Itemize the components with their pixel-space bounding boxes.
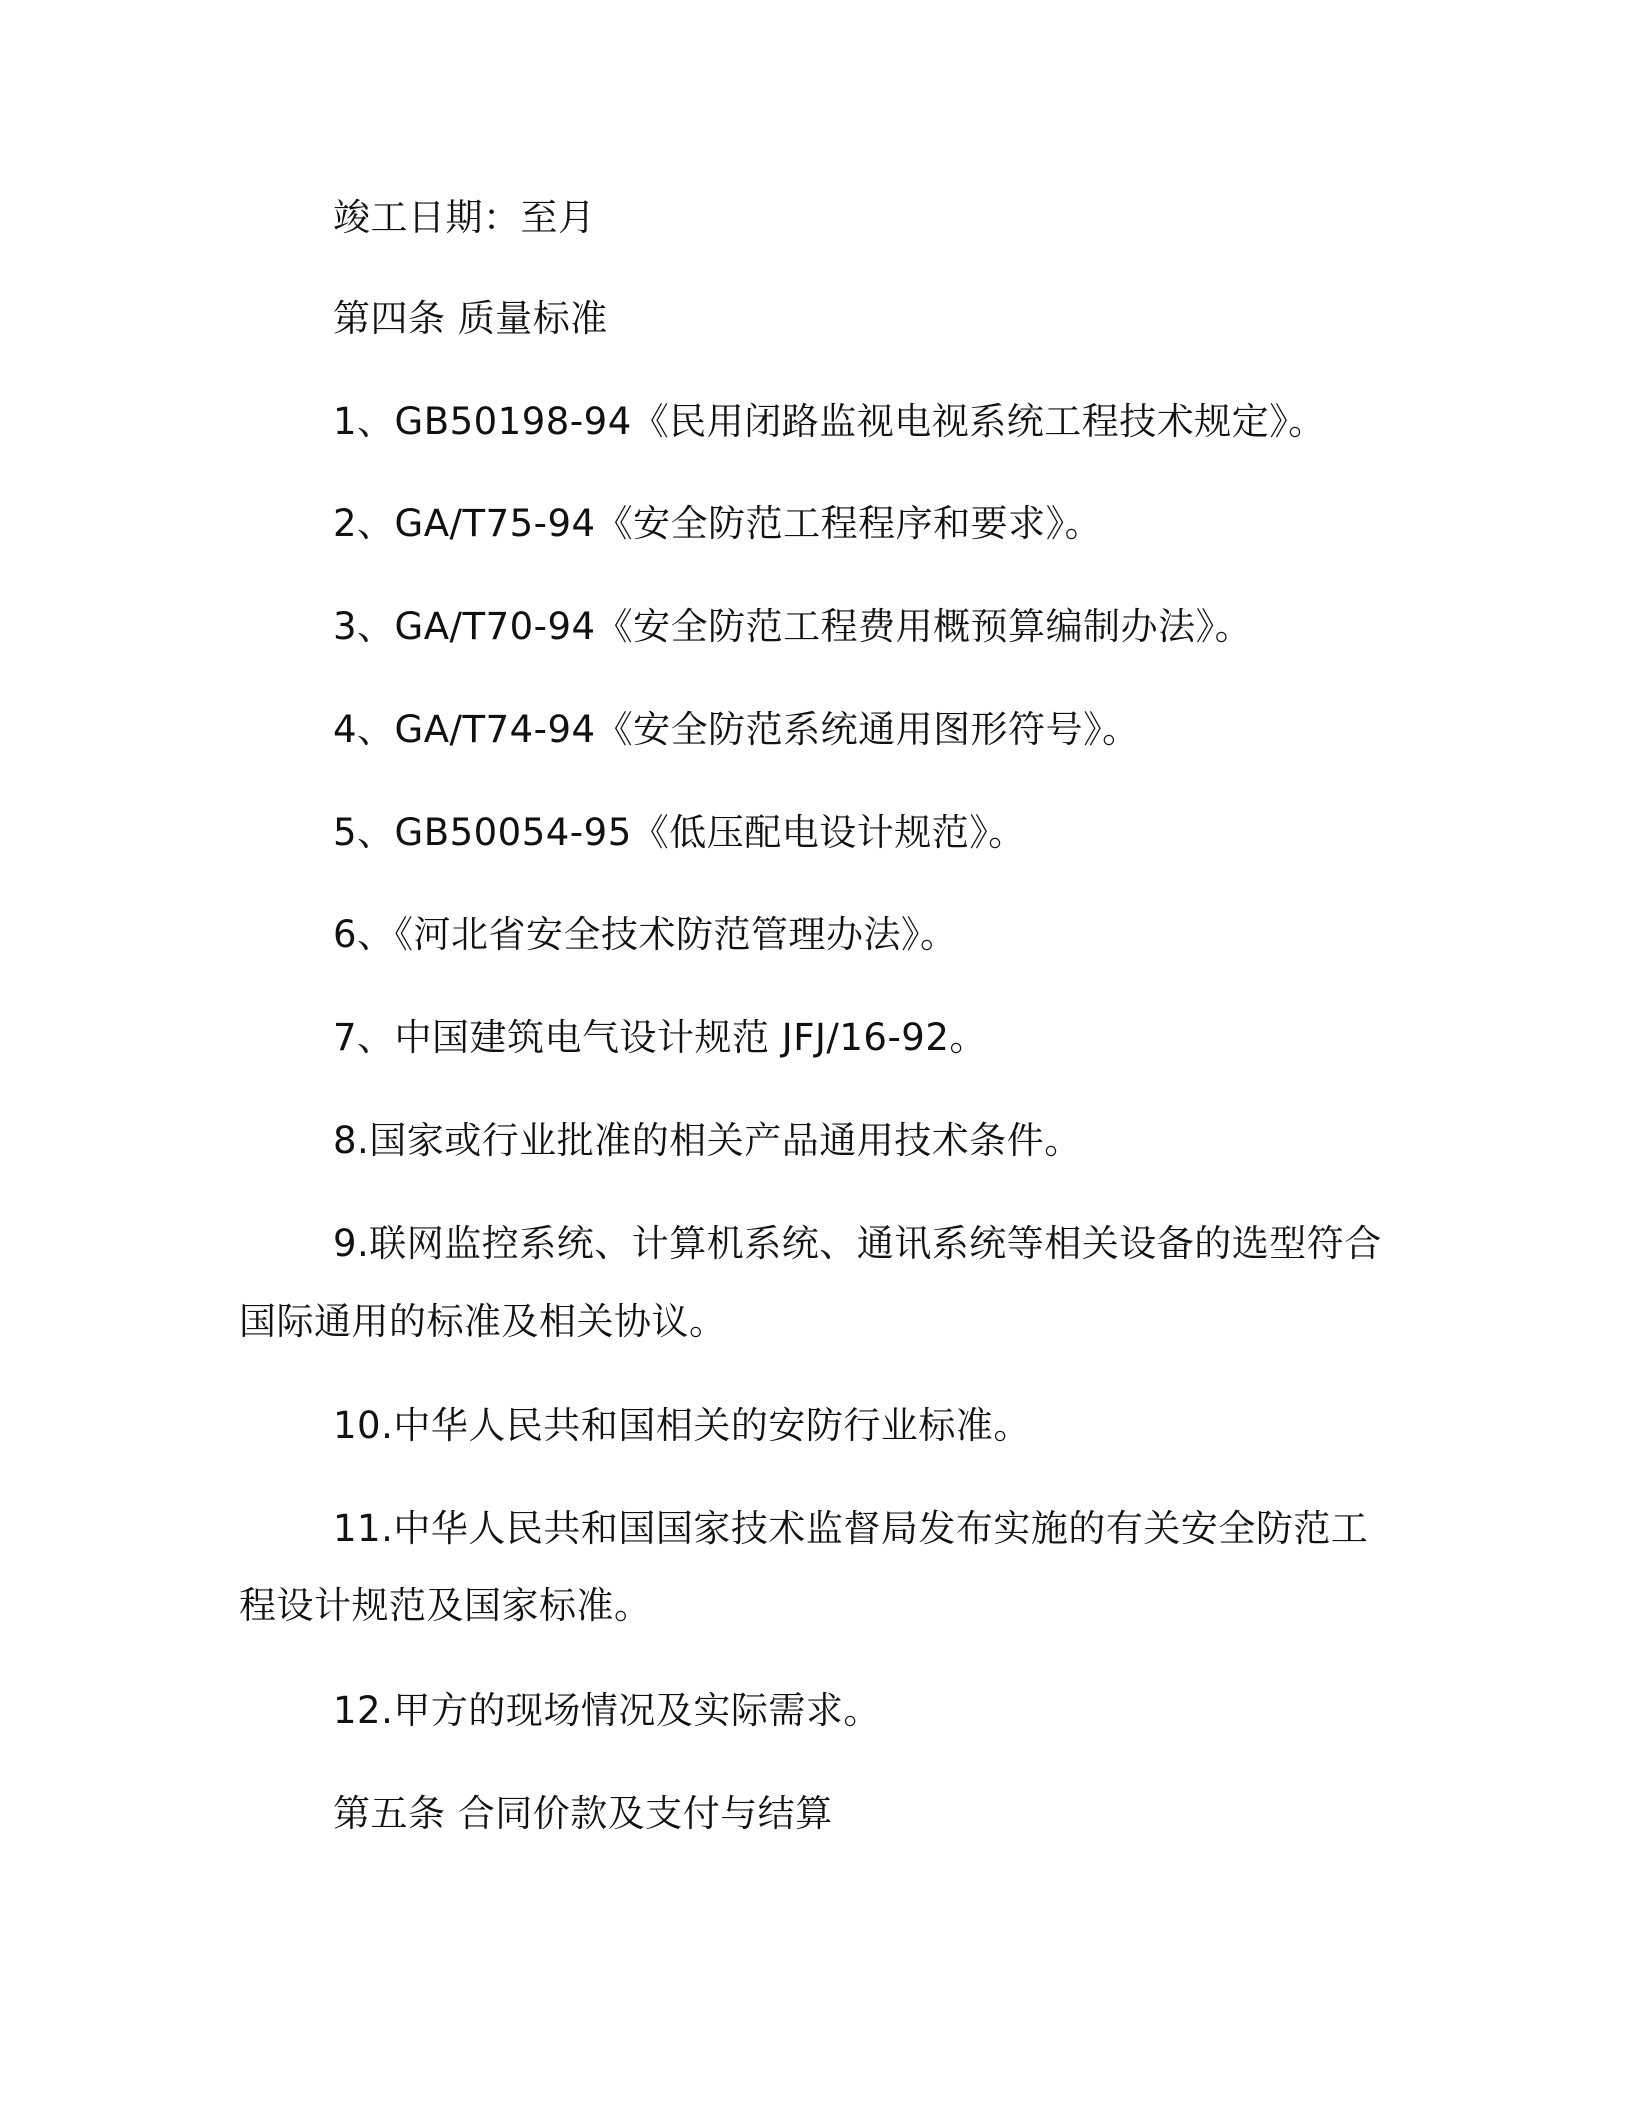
standard-item-3: 3、GA/T70-94《安全防范工程费用概预算编制办法》。	[333, 605, 1253, 648]
standard-item-11-line1: 11.中华人民共和国国家技术监督局发布实施的有关安全防范工	[333, 1507, 1369, 1550]
standard-item-11-line2: 程设计规范及国家标准。	[239, 1584, 652, 1627]
standard-item-2: 2、GA/T75-94《安全防范工程程序和要求》。	[333, 502, 1103, 545]
standard-item-5: 5、GB50054-95《低压配电设计规范》。	[333, 811, 1026, 854]
standard-item-12: 12.甲方的现场情况及实际需求。	[333, 1689, 881, 1732]
standard-item-1: 1、GB50198-94《民用闭路监视电视系统工程技术规定》。	[333, 400, 1326, 443]
completion-date: 竣工日期：至月	[333, 196, 596, 239]
standard-item-9-line2: 国际通用的标准及相关协议。	[239, 1300, 727, 1343]
article-5-heading: 第五条 合同价款及支付与结算	[333, 1792, 833, 1835]
standard-item-7: 7、中国建筑电气设计规范 JFJ/16-92。	[333, 1016, 987, 1059]
standard-item-8: 8.国家或行业批准的相关产品通用技术条件。	[333, 1119, 1082, 1162]
standard-item-10: 10.中华人民共和国相关的安防行业标准。	[333, 1404, 1031, 1447]
standard-item-4: 4、GA/T74-94《安全防范系统通用图形符号》。	[333, 708, 1140, 751]
standard-item-6: 6、《河北省安全技术防范管理办法》。	[333, 913, 958, 956]
article-4-heading: 第四条 质量标准	[333, 297, 608, 340]
standard-item-9-line1: 9.联网监控系统、计算机系统、通讯系统等相关设备的选型符合	[333, 1222, 1382, 1265]
